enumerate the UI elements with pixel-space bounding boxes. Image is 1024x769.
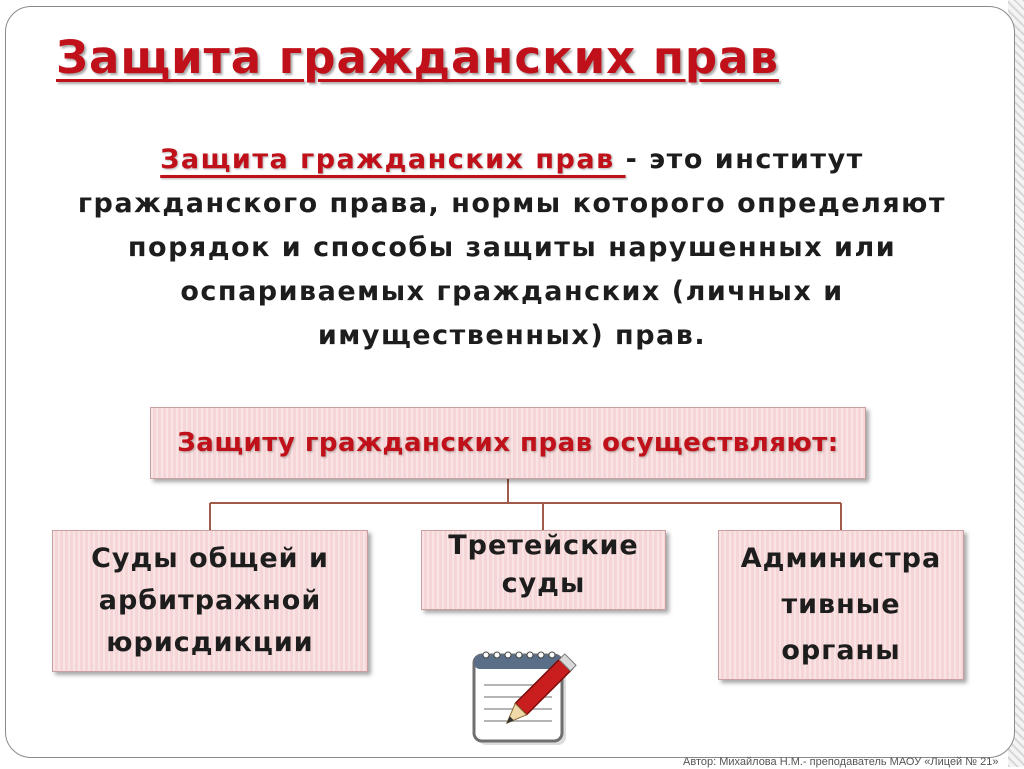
author-footer: Автор: Михайлова Н.М.- преподаватель МАОУ «Лицей № 21» (683, 756, 999, 768)
definition-text: - это институт гражданского права, нормы которого определяют порядок и способы защиты нарушенных или оспариваемых гражданских (личных и имущественных) прав. (77, 144, 947, 351)
definition-term: Защита гражданских прав (160, 144, 626, 175)
diagram-child-arbitration: Третейские суды (421, 530, 666, 610)
diagram-root-box: Защиту гражданских прав осуществляют: (150, 407, 866, 479)
notepad-pencil-icon (470, 645, 590, 750)
diagram-child-courts: Суды общей и арбитражной юрисдикции (52, 530, 368, 672)
slide-title: Защита гражданских прав (56, 31, 779, 84)
diagram-child-administrative: Администра тивные органы (718, 530, 964, 680)
